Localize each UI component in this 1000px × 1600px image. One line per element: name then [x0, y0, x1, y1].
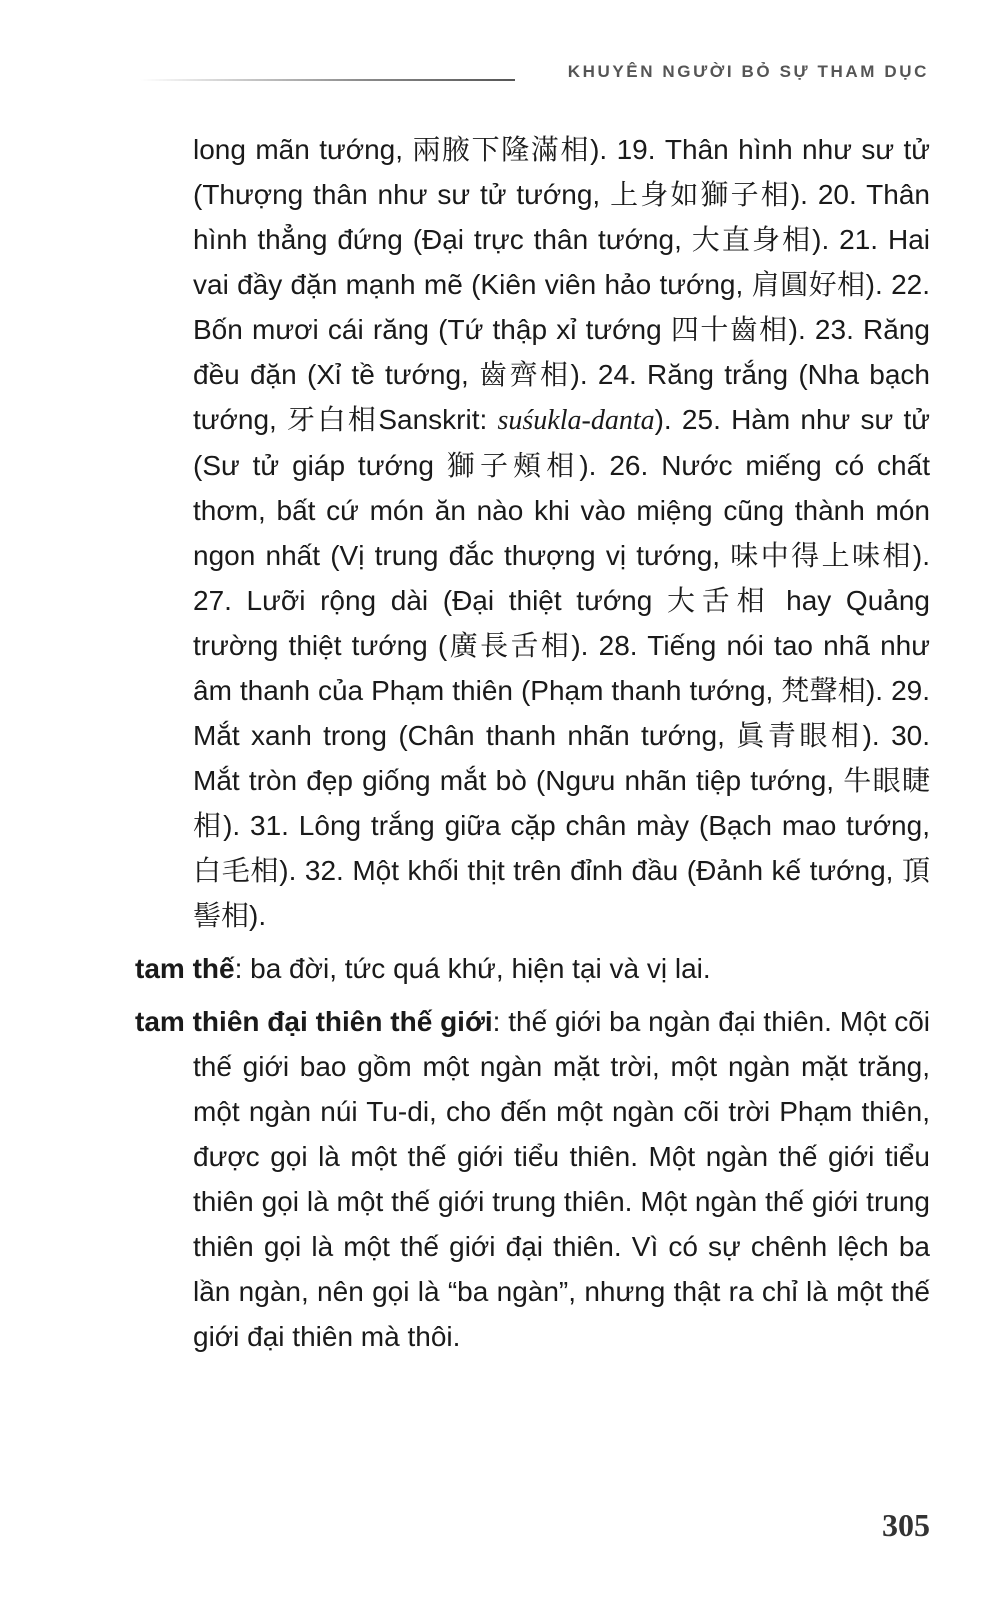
- running-head: KHUYÊN NGƯỜI BỎ SỰ THAM DỤC: [567, 62, 929, 81]
- glossary-entry: [135, 999, 930, 1359]
- glossary-entry: [135, 946, 930, 991]
- entry-term: tam thiên đại thiên thế giới: [135, 1006, 493, 1037]
- entry-term: tam thế: [135, 953, 235, 984]
- entry-continuation: [193, 127, 930, 938]
- glossary-content: [135, 127, 930, 1359]
- continuation-text-after: ). 25. Hàm như sư tử (Sư tử giáp tướng 獅子頰相). 26. Nước miếng có chất thơm, bất cứ món ăn nào khi vào miệng cũng thành món ngon nhất (Vị trung đắc thượng vị tướng, 味中得上味相). 27. Lưỡi rộng dài (Đại thiệt tướng 大舌相 hay Quảng trường thiệt tướng (廣長舌相). 28. Tiếng nói tao nhã như âm thanh của Phạm thiên (Phạm thanh tướng, 梵聲相). 29. Mắt xanh trong (Chân thanh nhãn tướng, 眞青眼相). 30. Mắt tròn đẹp giống mắt bò (Ngưu nhãn tiệp tướng, 牛眼睫相). 31. Lông trắng giữa cặp chân mày (Bạch mao tướng, 白毛相). 32. Một khối thịt trên đỉnh đầu (Đảnh kế tướng, 頂髻相).: [193, 404, 931, 931]
- continuation-text: long mãn tướng, 兩腋下隆滿相). 19. Thân hình như sư tử (Thượng thân như sư tử tướng, 上身如獅子相). 20. Thân hình thẳng đứng (Đại trực thân tướng, 大直身相). 21. Hai vai đầy đặn mạnh mẽ (Kiên viên hảo tướng, 肩圓好相). 22. Bốn mươi cái răng (Tứ thập xỉ tướng 四十齒相). 23. Răng đều đặn (Xỉ tề tướng, 齒齊相). 24. Răng trắng (Nha bạch tướng, 牙白相Sanskrit:: [193, 134, 930, 435]
- sanskrit-term: suśukla-danta: [497, 405, 655, 436]
- entry-definition: : thế giới ba ngàn đại thiên. Một cõi thế giới bao gồm một ngàn mặt trời, một ngàn mặt trăng, một ngàn núi Tu-di, cho đến một ngàn cõi trời Phạm thiên, được gọi là một thế giới tiểu thiên. Một ngàn thế giới tiểu thiên gọi là một thế giới trung thiên. Một ngàn thế giới trung thiên gọi là một thế giới đại thiên. Vì có sự chênh lệch ba lần ngàn, nên gọi là “ba ngàn”, nhưng thật ra chỉ là một thế giới đại thiên mà thôi.: [193, 1006, 931, 1352]
- header-rule: [140, 79, 515, 81]
- page-number: 305: [882, 1507, 930, 1543]
- entry-definition: : ba đời, tức quá khứ, hiện tại và vị lai.: [234, 953, 711, 984]
